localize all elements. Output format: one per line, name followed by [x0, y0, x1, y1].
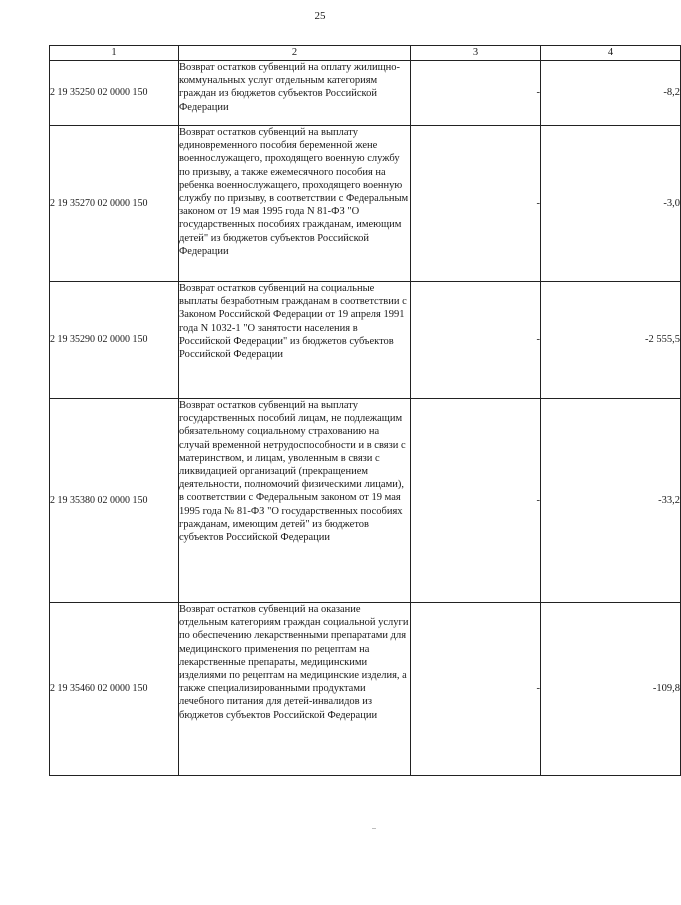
amount-cell: -8,2: [541, 61, 681, 126]
description-cell: Возврат остатков субвенций на выплату единовременного пособия беременной жене военнослужащего, проходящего военную службу по призыву, а также ежемесячного пособия на ребенка военнослужащего, проходящего военную службу по призыву, в соответствии с Федеральным законом от 19 мая 1995 года N 81-ФЗ "О государственных пособиях гражданам, имеющим детей" из бюджетов субъектов Российской Федерации: [179, 126, 411, 282]
table-row: [50, 399, 681, 603]
description-cell: Возврат остатков субвенций на оказание отдельным категориям граждан социальной услуги по обеспечению лекарственными препаратами для медицинского применения по рецептам на лекарственные препараты, медицинскими изделиями по рецептам на медицинские изделия, а также специализированными продуктами лечебного питания для детей-инвалидов из бюджетов субъектов Российской Федерации: [179, 603, 411, 776]
scan-speck: [372, 828, 376, 829]
amount-cell: -109,8: [541, 603, 681, 776]
table-header-row: [50, 46, 681, 61]
amount-cell: -33,2: [541, 399, 681, 603]
budget-table: [49, 45, 681, 776]
budget-code-cell: 2 19 35290 02 0000 150: [50, 282, 179, 399]
table-row: [50, 126, 681, 282]
column-header-2: 2: [179, 46, 411, 61]
budget-code-cell: 2 19 35380 02 0000 150: [50, 399, 179, 603]
budget-code-cell: 2 19 35270 02 0000 150: [50, 126, 179, 282]
column-3-value: -: [411, 61, 541, 126]
table-row: [50, 282, 681, 399]
column-header-3: 3: [411, 46, 541, 61]
table-row: [50, 61, 681, 126]
description-cell: Возврат остатков субвенций на выплату государственных пособий лицам, не подлежащим обязательному социальному страхованию на случай временной нетрудоспособности и в связи с материнством, и лицам, уволенным в связи с ликвидацией организаций (прекращением деятельности, полномочий физическими лицами), в соответствии с Федеральным законом от 19 мая 1995 года № 81-ФЗ "О государственных пособиях гражданам, имеющим детей" из бюджетов субъектов Российской Федерации: [179, 399, 411, 603]
amount-cell: -2 555,5: [541, 282, 681, 399]
description-cell: Возврат остатков субвенций на оплату жилищно-коммунальных услуг отдельным категориям граждан из бюджетов субъектов Российской Федерации: [179, 61, 411, 126]
column-header-1: 1: [50, 46, 179, 61]
page-number: 25: [314, 10, 326, 22]
column-3-value: -: [411, 603, 541, 776]
budget-code-cell: 2 19 35460 02 0000 150: [50, 603, 179, 776]
amount-cell: -3,0: [541, 126, 681, 282]
column-3-value: -: [411, 282, 541, 399]
column-header-4: 4: [541, 46, 681, 61]
description-cell: Возврат остатков субвенций на социальные выплаты безработным гражданам в соответствии с Законом Российской Федерации от 19 апреля 1991 года N 1032-1 "О занятости населения в Российской Федерации" из бюджетов субъектов Российской Федерации: [179, 282, 411, 399]
budget-code-cell: 2 19 35250 02 0000 150: [50, 61, 179, 126]
table-row: [50, 603, 681, 776]
column-3-value: -: [411, 399, 541, 603]
column-3-value: -: [411, 126, 541, 282]
